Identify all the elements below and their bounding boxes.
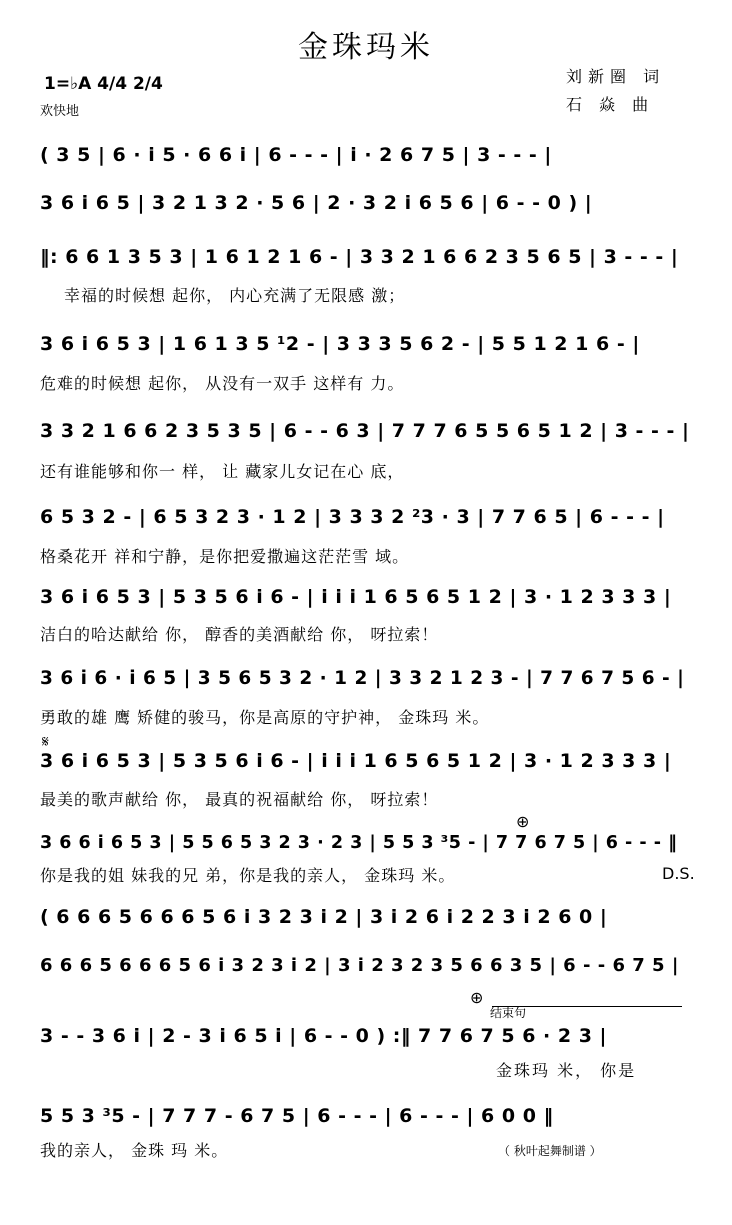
end-section-line bbox=[492, 1006, 682, 1007]
key-signature: 1=♭A 4/4 2/4 bbox=[44, 74, 163, 94]
notation-line-1: ( 3 5 | 6 · i 5 · 6 6 i | 6 - - - | i · 2 6 7 5 | 3 - - - | bbox=[40, 144, 552, 166]
lyric-line-7: 洁白的哈达献给 你， 醇香的美酒献给 你， 呀拉索！ bbox=[40, 625, 439, 644]
notation-line-6: 6 5 3 2 - | 6 5 3 2 3 · 1 2 | 3 3 3 2 ²3 · 3 | 7 7 6 5 | 6 - - - | bbox=[40, 506, 665, 528]
notation-line-3: ‖: 6 6 1 3 5 3 | 1 6 1 2 1 6 - | 3 3 2 1 6 6 2 3 5 6 5 | 3 - - - | bbox=[40, 246, 679, 268]
footer-credit: （ 秋叶起舞制谱 ） bbox=[498, 1144, 602, 1158]
segno-sign: 𝄋 bbox=[42, 732, 49, 751]
coda-sign: ⊕ bbox=[516, 812, 530, 831]
dal-segno-mark: D.S. bbox=[662, 864, 695, 883]
lyric-line-13: 金珠玛 米， 你是 bbox=[496, 1061, 637, 1080]
notation-line-11: ( 6 6 6 5 6 6 6 5 6 i 3 2 3 i 2 | 3 i 2 6 i 2 2 3 i 2 6 0 | bbox=[40, 906, 608, 928]
notation-line-14: 5 5 3 ³5 - | 7 7 7 - 6 7 5 | 6 - - - | 6 - - - | 6 0 0 ‖ bbox=[40, 1105, 554, 1127]
notation-line-7: 3 6 i 6 5 3 | 5 3 5 6 i 6 - | i i i 1 6 5 6 5 1 2 | 3 · 1 2 3 3 3 | bbox=[40, 586, 672, 608]
notation-line-5: 3 3 2 1 6 6 2 3 5 3 5 | 6 - - 6 3 | 7 7 7 6 5 5 6 5 1 2 | 3 - - - | bbox=[40, 420, 690, 442]
lyric-line-9: 最美的歌声献给 你， 最真的祝福献给 你， 呀拉索！ bbox=[40, 790, 439, 809]
lyric-line-10: 你是我的姐 妹我的兄 弟，你是我的亲人， 金珠玛 米。 bbox=[40, 866, 456, 885]
composer-credit: 石 焱 曲 bbox=[566, 95, 655, 114]
notation-line-12: 6 6 6 5 6 6 6 5 6 i 3 2 3 i 2 | 3 i 2 3 2 3 5 6 6 3 5 | 6 - - 6 7 5 | bbox=[40, 955, 679, 976]
notation-line-13: 3 - - 3 6 i | 2 - 3 i 6 5 i | 6 - - 0 ) :‖ 7 7 6 7 5 6 · 2 3 | bbox=[40, 1025, 607, 1047]
lyric-line-6: 格桑花开 祥和宁静，是你把爱撒遍这茫茫雪 域。 bbox=[40, 547, 410, 566]
end-section-label: 结束句 bbox=[490, 1006, 527, 1020]
lyric-line-3: 幸福的时候想 起你， 内心充满了无限感 激； bbox=[64, 286, 406, 305]
notation-line-8: 3 6 i 6 · i 6 5 | 3 5 6 5 3 2 · 1 2 | 3 3 2 1 2 3 - | 7 7 6 7 5 6 - | bbox=[40, 668, 685, 689]
lyricist-credit: 刘新圈 词 bbox=[566, 67, 666, 86]
notation-line-10: 3 6 6 i 6 5 3 | 5 5 6 5 3 2 3 · 2 3 | 5 5 3 ³5 - | 7 7 6 7 5 | 6 - - - ‖ bbox=[40, 833, 678, 853]
lyric-line-14: 我的亲人， 金珠 玛 米。 bbox=[40, 1141, 229, 1160]
lyric-line-8: 勇敢的雄 鹰 矫健的骏马，你是高原的守护神， 金珠玛 米。 bbox=[40, 708, 490, 727]
coda-sign-end: ⊕ bbox=[470, 988, 484, 1007]
song-title: 金珠玛米 bbox=[298, 30, 434, 65]
notation-line-9: 3 6 i 6 5 3 | 5 3 5 6 i 6 - | i i i 1 6 5 6 5 1 2 | 3 · 1 2 3 3 3 | bbox=[40, 750, 672, 772]
lyric-line-5: 还有谁能够和你一 样， 让 藏家儿女记在心 底， bbox=[40, 462, 405, 481]
tempo-marking: 欢快地 bbox=[40, 104, 80, 119]
lyric-line-4: 危难的时候想 起你， 从没有一双手 这样有 力。 bbox=[40, 374, 405, 393]
notation-line-4: 3 6 i 6 5 3 | 1 6 1 3 5 ¹2 - | 3 3 3 5 6 2 - | 5 5 1 2 1 6 - | bbox=[40, 333, 640, 355]
notation-line-2: 3 6 i 6 5 | 3 2 1 3 2 · 5 6 | 2 · 3 2 i 6 5 6 | 6 - - 0 ) | bbox=[40, 192, 593, 214]
